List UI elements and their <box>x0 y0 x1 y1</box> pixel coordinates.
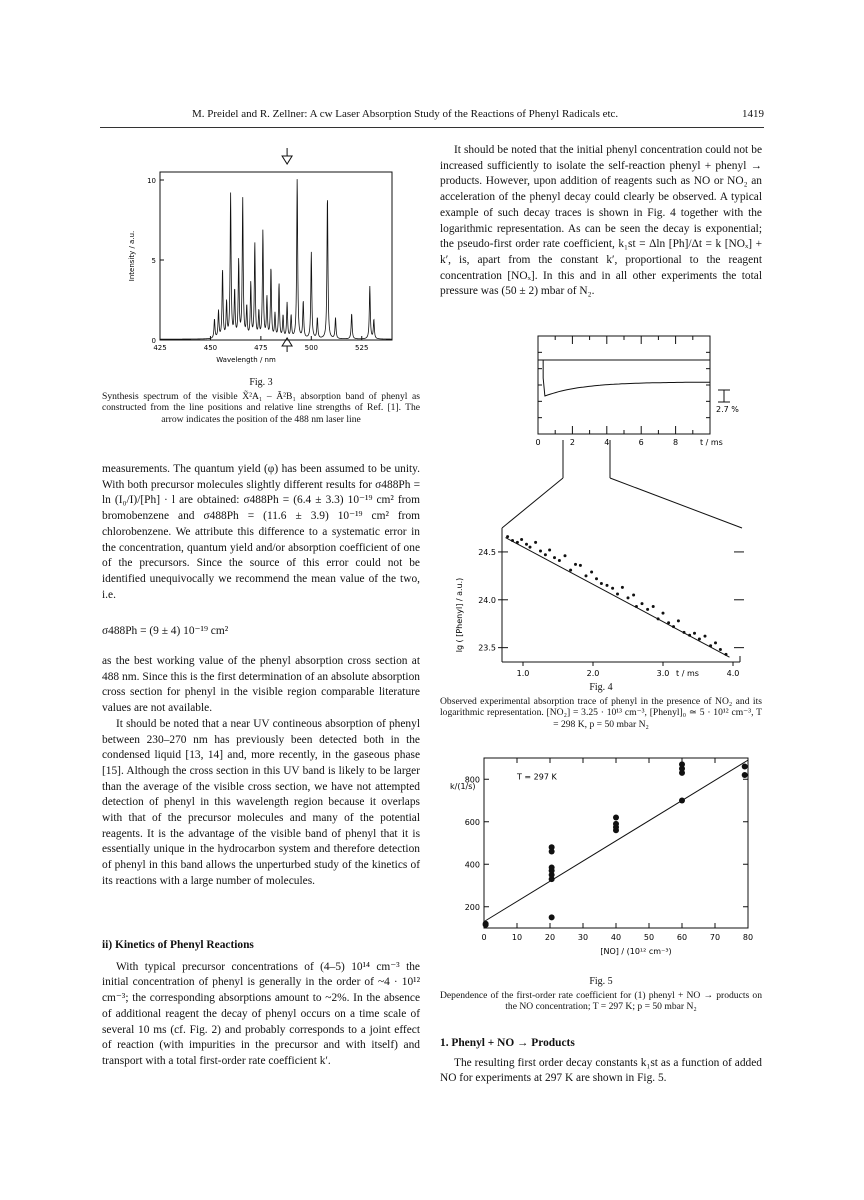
data-point <box>606 584 609 587</box>
data-point <box>725 653 728 656</box>
x-tick-label: 0 <box>481 933 487 942</box>
laser-arrow-top <box>282 156 292 164</box>
paragraph: as the best working value of the phenyl absorption cross section at 488 nm. Since this is the first determination of an absolute absorption cross section for phenyl in the visible region comparable literature values are not available. <box>102 655 420 715</box>
data-point <box>579 564 582 567</box>
data-point <box>693 632 696 635</box>
data-point <box>511 539 514 542</box>
paragraph: With typical precursor concentrations of (4–5) 10¹⁴ cm⁻³ the initial concentration of phenyl is generally in the order of ~4 · 10¹² cm⁻³; the corresponding absorptions amount to ~2%. In the absence of additional reagent the decay of phenyl occurs on a time scale of several 10 ms (cf. Fig. 2) and probably corresponds to a joint effect of reaction (with impurities in the precursor and with itself) and transport with a total first-order rate coefficient k′. <box>102 960 420 1067</box>
x-tick-label: 0 <box>535 438 541 447</box>
running-title: M. Preidel and R. Zellner: A cw Laser Absorption Study of the Reactions of Phenyl Radicals etc. <box>192 108 619 120</box>
plot-frame <box>538 336 710 434</box>
y-tick-label: 24.5 <box>478 547 496 557</box>
data-point <box>677 619 680 622</box>
x-tick-label: 70 <box>709 933 721 942</box>
right-column-text-1 <box>440 143 762 300</box>
y-tick-label: 600 <box>464 817 480 827</box>
data-point <box>742 764 748 770</box>
spectrum-line <box>160 179 392 339</box>
data-point <box>679 761 685 767</box>
x-tick-label: 60 <box>676 933 688 942</box>
data-point <box>704 635 707 638</box>
data-point <box>558 559 561 562</box>
paragraph: It should be noted that a near UV contineous absorption of phenyl between 230–270 nm has previously been detected both in the condensed liquid [13, 14] and, more recently, in the gaseous phase [15]. Although the cross section in this UV band is likely to be larger than the average of the visible cross section, we have not attempted detection of phenyl in this wavelength region because it overlaps with that of the precursor molecules and many of the potential reagents. It is the advantage of the visible band of phenyl that it is essentially unique in the hydrocarbon system and therefore detection of phenyl in this band allows the unperturbed study of the kinetics of its reactions with a large number of molecules. <box>102 717 420 887</box>
y-axis-label: k/(1/s) <box>450 781 476 791</box>
data-point <box>585 574 588 577</box>
figure-4-label: Fig. 4 <box>589 682 613 693</box>
data-point <box>679 798 685 804</box>
data-point <box>616 593 619 596</box>
paragraph: It should be noted that the initial phenyl concentration could not be increased sufficiently to isolate the self-reaction phenyl + phenyl → products. However, upon addition of reagents such as NO or NO₂ an acceleration of the phenyl decay could clearly be observed. A typical example of such decay traces is shown in Fig. 4 together with the logarithmic representation. As can be seen the decay is exponential; the pseudo-first order rate coefficient, k₁st = Δln [Ph]/Δt = k [NOₓ] + k′, is, apart from the constant k′, proportional to the reagent concentration [NOₓ]. In this and in all other experiments the total pressure was (50 ± 2) mbar of N₂. <box>440 144 762 298</box>
data-point <box>544 553 547 556</box>
data-point <box>652 605 655 608</box>
figure-5-plot <box>440 748 760 970</box>
data-point <box>590 571 593 574</box>
data-point <box>646 608 649 611</box>
x-tick-label: 475 <box>254 344 268 352</box>
data-point <box>714 641 717 644</box>
equation-cross-section: σ488Ph = (9 ± 4) 10⁻¹⁹ cm² <box>102 625 229 637</box>
figure-5-caption-text: Dependence of the first-order rate coefficient for (1) phenyl + NO → products on the NO concentration; T = 297 K; p = 50 mbar N₂ <box>440 989 762 1013</box>
data-point <box>672 625 675 628</box>
figure-3-caption <box>102 377 420 425</box>
x-tick-label: 1.0 <box>516 669 530 678</box>
x-tick-label: 2.0 <box>586 669 600 678</box>
plot-frame <box>160 172 392 340</box>
laser-arrow-bottom <box>282 338 292 346</box>
scale-bar-label: 2.7 % <box>716 405 739 414</box>
figure-5-label: Fig. 5 <box>589 976 613 987</box>
data-point <box>613 815 619 821</box>
data-point <box>719 648 722 651</box>
data-point <box>548 549 551 552</box>
data-point <box>627 596 630 599</box>
x-tick-label: 500 <box>304 344 318 352</box>
x-tick-label: 425 <box>153 344 167 352</box>
figure-3-label: Fig. 3 <box>249 377 273 388</box>
data-point <box>662 612 665 615</box>
data-point <box>595 577 598 580</box>
x-axis-label: t / ms <box>699 438 723 447</box>
x-tick-label: 450 <box>203 344 218 352</box>
temperature-label: T = 297 K <box>517 772 557 782</box>
absorption-trace <box>538 360 710 396</box>
left-column-text-1 <box>102 462 420 603</box>
x-tick-label: 3.0 <box>656 669 670 678</box>
data-point <box>534 541 537 544</box>
x-axis-label: [NO] / (10¹² cm⁻³) <box>600 947 672 956</box>
x-tick-label: 8 <box>673 438 679 447</box>
x-tick-label: 40 <box>610 933 622 942</box>
data-point <box>613 821 619 827</box>
header-rule <box>100 127 764 128</box>
x-tick-label: 80 <box>742 933 754 942</box>
fit-line <box>506 538 730 658</box>
left-column-text-3 <box>102 938 420 1070</box>
data-point <box>549 914 555 920</box>
data-point <box>516 541 519 544</box>
fit-line <box>484 760 748 922</box>
x-tick-label: 50 <box>643 933 655 942</box>
y-axis-label: lg ( [Phenyl] / a.u.) <box>455 577 464 653</box>
data-point <box>621 586 624 589</box>
data-point <box>600 582 603 585</box>
figure-4-caption <box>440 682 762 730</box>
x-axis-label: t / ms <box>676 669 699 678</box>
running-header <box>100 108 764 128</box>
data-point <box>688 634 691 637</box>
data-point <box>611 587 614 590</box>
y-axis-label: Intensity / a.u. <box>128 230 136 282</box>
data-point <box>549 844 555 850</box>
y-tick-label: 400 <box>464 860 480 870</box>
y-tick-label: 10 <box>147 177 156 185</box>
data-point <box>635 605 638 608</box>
paragraph: measurements. The quantum yield (φ) has been assumed to be unity. With both precursor molecules slightly different results for σ488Ph = ln (I₀/I)/[Ph] · l are obtained: σ488Ph = (6.4 ± 3.3) 10⁻¹⁹ cm² from bromobenzene and σ488Ph = (11.6 ± 3.9) 10⁻¹⁹ cm² from chlorobenzene. We attribute this difference to a systematic error in the concentration, quantum yield and/or absorption coefficient of one of the precursors. Since the source of this error could not be identified unequivocally we recommend the mean value of the two, i.e. <box>102 463 420 601</box>
data-point <box>698 638 701 641</box>
paragraph: The resulting first order decay constants k₁st as a function of added NO for experiments at 297 K are shown in Fig. 5. <box>440 1056 762 1085</box>
x-tick-label: 6 <box>638 438 644 447</box>
data-point <box>574 563 577 566</box>
data-point <box>520 538 523 541</box>
data-point <box>709 644 712 647</box>
y-tick-label: 800 <box>464 775 480 785</box>
data-point <box>525 543 528 546</box>
y-tick-label: 200 <box>464 902 480 912</box>
data-point <box>506 535 509 538</box>
x-tick-label: 2 <box>569 438 575 447</box>
data-point <box>483 922 489 928</box>
y-tick-label: 23.5 <box>478 643 496 653</box>
data-point <box>569 569 572 572</box>
data-point <box>667 621 670 624</box>
data-point <box>564 554 567 557</box>
x-tick-label: 10 <box>511 933 523 942</box>
x-tick-label: 4.0 <box>726 669 740 678</box>
data-point <box>641 602 644 605</box>
figure-4-caption-text: Observed experimental absorption trace of phenyl in the presence of NO₂ and its logarithmic representation. [NO₂] = 3.25 · 10¹³ cm⁻³, [Phenyl]₀ ≃ 5 · 10¹² cm⁻³, T = 298 K, p = 50 mbar N₂ <box>440 695 762 730</box>
figure-5-caption <box>440 976 762 1013</box>
data-point <box>742 772 748 778</box>
data-point <box>553 556 556 559</box>
y-tick-label: 5 <box>151 257 156 265</box>
section-heading: ii) Kinetics of Phenyl Reactions <box>102 939 254 951</box>
figure-3-spectrum <box>118 142 408 372</box>
data-point <box>539 549 542 552</box>
data-point <box>529 546 532 549</box>
x-tick-label: 525 <box>355 344 369 352</box>
y-tick-label: 24.0 <box>478 595 496 605</box>
figure-4-log-plot <box>452 500 752 682</box>
left-column-text-2 <box>102 654 420 890</box>
x-tick-label: 30 <box>577 933 589 942</box>
y-tick-label: 0 <box>151 337 156 345</box>
data-point <box>549 864 555 870</box>
figure-3-caption-text: Synthesis spectrum of the visible X̃²A₁ – Ã²B₁ absorption band of phenyl as constructed from the line positions and relative line strengths of Ref. [1]. The arrow indicates the position of the 488 nm laser line <box>102 390 420 425</box>
right-column-text-2 <box>440 1036 762 1087</box>
page-number: 1419 <box>742 108 764 120</box>
data-point <box>657 617 660 620</box>
x-axis-label: Wavelength / nm <box>216 356 276 364</box>
data-point <box>632 594 635 597</box>
data-point <box>683 631 686 634</box>
x-tick-label: 20 <box>544 933 556 942</box>
x-tick-label: 4 <box>604 438 610 447</box>
plot-frame <box>484 758 748 928</box>
section-heading: 1. Phenyl + NO → Products <box>440 1037 575 1049</box>
